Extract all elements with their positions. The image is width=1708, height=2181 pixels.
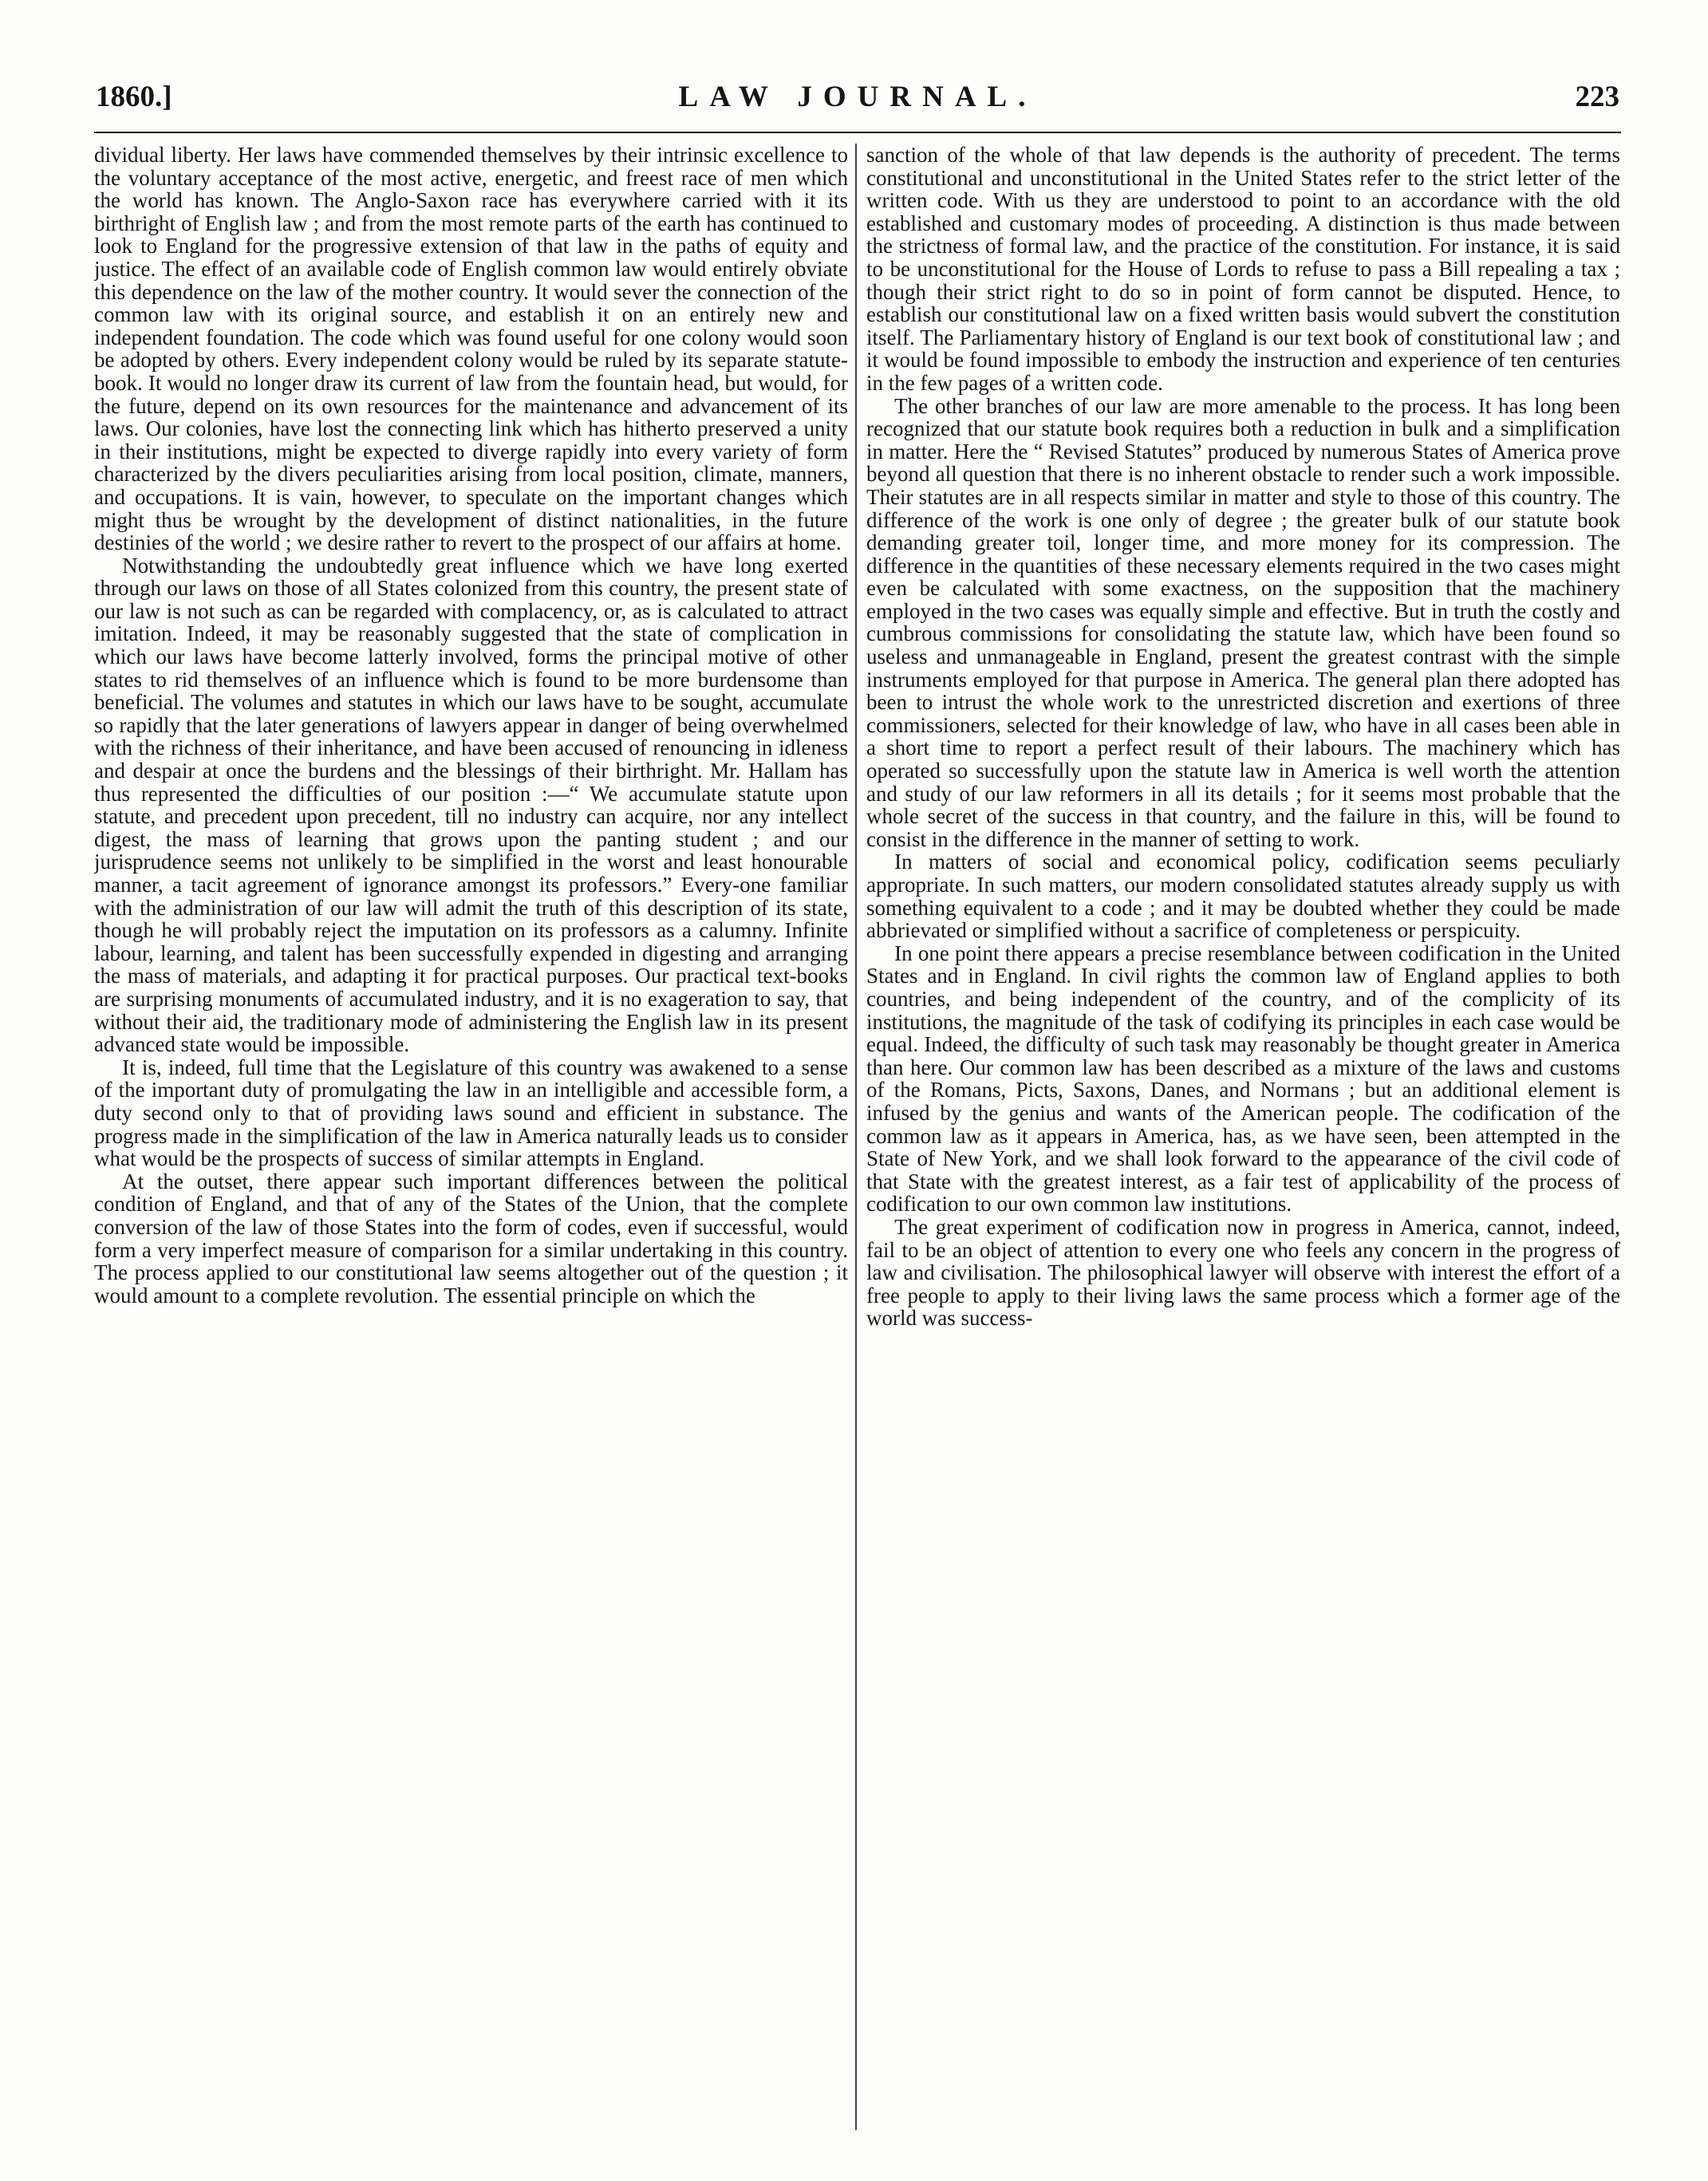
header-rule [94, 132, 1621, 133]
header-year: 1860.] [96, 81, 172, 113]
paragraph: The other branches of our law are more amenable to the process. It has long been recognized that our statute book requires both a reduction in bulk and a simplification in matter. Here the “ Revised Statutes” produced by numerous States of America prove beyond all question that there is no inherent obstacle to render such a work impossible. Their statutes are in all respects similar in matter and style to those of this country. The difference of the work is one only of degree ; the greater bulk of our statute book demanding greater toil, longer time, and more money for its compression. The difference in the quantities of these necessary elements required in the two cases might even be calculated with some exactness, on the supposition that the machinery employed in the two cases was equally simple and effective. But in truth the costly and cumbrous commissions for consolidating the statute law, which have been found so useless and unmanageable in England, present the greatest contrast with the simple instruments employed for that purpose in America. The general plan there adopted has been to intrust the whole work to the unrestricted discretion and exertions of three commissioners, selected for their knowledge of law, who have in all cases been able in a short time to report a perfect result of their labours. The machinery which has operated so successfully upon the statute law in America is well worth the attention and study of our law reformers in all its details ; for it seems most probable that the whole secret of the success in that country, and the failure in this, will be found to consist in the difference in the manner of setting to work. [866, 393, 1620, 851]
paragraph: In one point there appears a precise resemblance between codification in the United States and in England. In civil rights the common law of England applies to both countries, and being independent of the country, and of the complicity of its institutions, the magnitude of the task of codifying its principles in each case would be equal. Indeed, the difficulty of such task may reasonably be thought greater in America than here. Our common law has been described as a mixture of the laws and customs of the Romans, Picts, Saxons, Danes, and Normans ; but an additional element is infused by the genius and wants of the American people. The codification of the common law as it appears in America, has, as we have seen, been attempted in the State of New York, and we shall look forward to the appearance of the civil code of that State with the greatest interest, as a fair test of applicability of the process of codification to our own common law institutions. [866, 941, 1620, 1217]
paragraph: In matters of social and economical policy, codification seems peculiarly appropriate. In such matters, our modern consolidated statutes already supply us with something equivalent to a code ; and it may be doubted whether they could be made abbrievated or simplified without a sacrifice of completeness or perspicuity. [866, 850, 1620, 943]
paragraph: At the outset, there appear such important differences between the political condition of England, and that of any of the States of the Union, that the complete conversion of the law of those States into the form of codes, even if successful, would form a very imperfect measure of comparison for a similar undertaking in this country. The process applied to our constitutional law seems altogether out of the question ; it would amount to a complete revolution. The essential principle on which the [94, 1169, 848, 1307]
page-number: 223 [1575, 81, 1619, 113]
paragraph: dividual liberty. Her laws have commended themselves by their intrinsic excellence to the voluntary acceptance of the most active, energetic, and freest race of men which the world has known. The Anglo-Saxon race has everywhere carried with it its birthright of English law ; and from the most remote parts of the earth has continued to look to England for the progressive extension of that law in the paths of equity and justice. The effect of an available code of English common law would entirely obviate this dependence on the law of the mother country. It would sever the connection of the common law with its original source, and establish it on an entirely new and independent foundation. The code which was found useful for one colony would soon be adopted by others. Every independent colony would be ruled by its separate statute-book. It would no longer draw its current of law from the fountain head, but would, for the future, depend on its own resources for the maintenance and advancement of its laws. Our colonies, have lost the connecting link which has hitherto preserved a unity in their institutions, might be expected to diverge rapidly into every variety of form characterized by the divers peculiarities arising from local position, climate, manners, and occupations. It is vain, however, to speculate on the important changes which might thus be wrought by the development of distinct nationalities, in the future destinies of the world ; we desire rather to revert to the prospect of our affairs at home. [94, 144, 848, 555]
right-column [866, 144, 1620, 2114]
column-divider [855, 144, 857, 2130]
journal-title: LAW JOURNAL. [678, 81, 1037, 113]
paragraph: The great experiment of codification now in progress in America, cannot, indeed, fail to be an object of attention to every one who feels any concern in the progress of law and civilisation. The philosophical lawyer will observe with interest the effort of a free people to apply to their living laws the same process which a former age of the world was success- [866, 1214, 1620, 1331]
paragraph: sanction of the whole of that law depends is the authority of precedent. The terms constitutional and unconstitutional in the United States refer to the strict letter of the written code. With us they are understood to point to an accordance with the old established and customary modes of proceeding. A distinction is thus made between the strictness of formal law, and the practice of the constitution. For instance, it is said to be unconstitutional for the House of Lords to refuse to pass a Bill repealing a tax ; though their strict right to do so in point of form cannot be disputed. Hence, to establish our constitutional law on a fixed written basis would subvert the constitution itself. The Parliamentary history of England is our text book of constitutional law ; and it would be found impossible to embody the instruction and experience of ten centuries in the few pages of a written code. [866, 144, 1620, 395]
left-column [94, 144, 848, 2114]
paragraph: It is, indeed, full time that the Legislature of this country was awakened to a sense of the important duty of promulgating the law in an intelligible and accessible form, a duty second only to that of providing laws sound and efficient in substance. The progress made in the simplification of the law in America naturally leads us to consider what would be the prospects of success of similar attempts in England. [94, 1055, 848, 1171]
paragraph: Notwithstanding the undoubtedly great influence which we have long exerted through our laws on those of all States colonized from this country, the present state of our law is not such as can be regarded with complacency, or, as is calculated to attract imitation. Indeed, it may be reasonably suggested that the state of complication in which our laws have become latterly involved, forms the principal motive of other states to rid themselves of an influence which is found to be more burdensome than beneficial. The volumes and statutes in which our laws have to be sought, accumulate so rapidly that the later generations of lawyers appear in danger of being overwhelmed with the richness of their inheritance, and have been accused of renouncing in idleness and despair at once the burdens and the blessings of their birthright. Mr. Hallam has thus represented the difficulties of our position :—“ We accumulate statute upon statute, and precedent upon precedent, till no industry can acquire, nor any intellect digest, the mass of learning that grows upon the panting student ; and our jurisprudence seems not unlikely to be simplified in the worst and least honourable manner, a tacit agreement of ignorance amongst its professors.” Every-one familiar with the administration of our law will admit the truth of this description of its state, though he will probably reject the imputation on its professors as a calumny. Infinite labour, learning, and talent has been successfully expended in digesting and arranging the mass of materials, and adapting it for practical purposes. Our practical text-books are surprising monuments of accumulated industry, and it is no exageration to say, that without their aid, the traditionary mode of administering the English law in its present advanced state would be impossible. [94, 553, 848, 1057]
page-header [96, 80, 1619, 128]
